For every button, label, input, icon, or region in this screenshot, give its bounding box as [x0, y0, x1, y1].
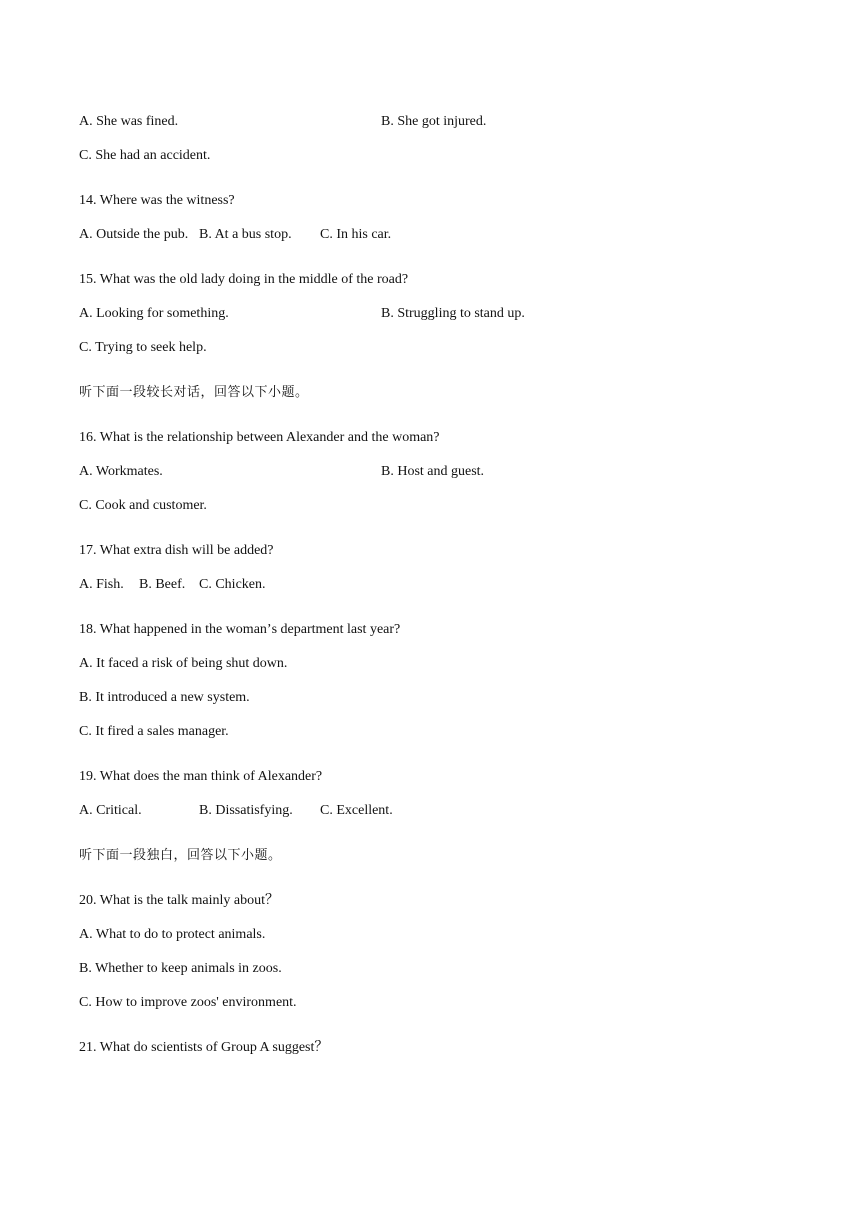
- q15-option-b: B. Struggling to stand up.: [381, 306, 525, 321]
- q13-option-c: C. She had an accident.: [79, 148, 211, 163]
- q21-question: 21. What do scientists of Group A suggest？: [79, 1040, 329, 1055]
- q19-question: 19. What does the man think of Alexander?: [79, 769, 323, 784]
- section-instruction-monologue: 听下面一段独白，回答以下小题。: [79, 848, 282, 863]
- q13-option-b: B. She got injured.: [381, 114, 487, 129]
- section-instruction-long-dialogue: 听下面一段较长对话，回答以下小题。: [79, 385, 309, 400]
- q14-question: 14. Where was the witness?: [79, 193, 235, 208]
- q18-option-b: B. It introduced a new system.: [79, 690, 250, 705]
- q13-options-row-1: [79, 113, 487, 131]
- q20-option-b: B. Whether to keep animals in zoos.: [79, 961, 282, 976]
- q19-options-row: [79, 802, 393, 820]
- q19-option-c: C. Excellent.: [320, 803, 393, 818]
- q16-option-a: A. Workmates.: [79, 464, 163, 479]
- q20-option-a: A. What to do to protect animals.: [79, 927, 266, 942]
- q13-option-a: A. She was fined.: [79, 114, 179, 129]
- q17-option-c: C. Chicken.: [199, 577, 266, 592]
- q20-option-c: C. How to improve zoos' environment.: [79, 995, 297, 1010]
- q15-option-c: C. Trying to seek help.: [79, 340, 207, 355]
- q17-option-b: B. Beef.: [139, 577, 186, 592]
- q17-question: 17. What extra dish will be added?: [79, 543, 274, 558]
- q18-option-a: A. It faced a risk of being shut down.: [79, 656, 288, 671]
- q16-option-c: C. Cook and customer.: [79, 498, 207, 513]
- q17-option-a: A. Fish.: [79, 577, 124, 592]
- q15-options-row-1: [79, 305, 525, 323]
- q16-question: 16. What is the relationship between Alexander and the woman?: [79, 430, 440, 445]
- q14-option-b: B. At a bus stop.: [199, 227, 292, 242]
- q18-question: 18. What happened in the womanʼs department last year?: [79, 622, 401, 637]
- q14-options-row: [79, 226, 392, 244]
- q14-option-a: A. Outside the pub.: [79, 227, 189, 242]
- q20-question: 20. What is the talk mainly about？: [79, 893, 279, 908]
- q18-option-c: C. It fired a sales manager.: [79, 724, 229, 739]
- q19-option-a: A. Critical.: [79, 803, 142, 818]
- q14-option-c: C. In his car.: [320, 227, 392, 242]
- q15-question: 15. What was the old lady doing in the middle of the road?: [79, 272, 409, 287]
- q17-options-row: [79, 576, 266, 594]
- q16-option-b: B. Host and guest.: [381, 464, 485, 479]
- q16-options-row-1: [79, 463, 485, 481]
- q15-option-a: A. Looking for something.: [79, 306, 229, 321]
- q19-option-b: B. Dissatisfying.: [199, 803, 293, 818]
